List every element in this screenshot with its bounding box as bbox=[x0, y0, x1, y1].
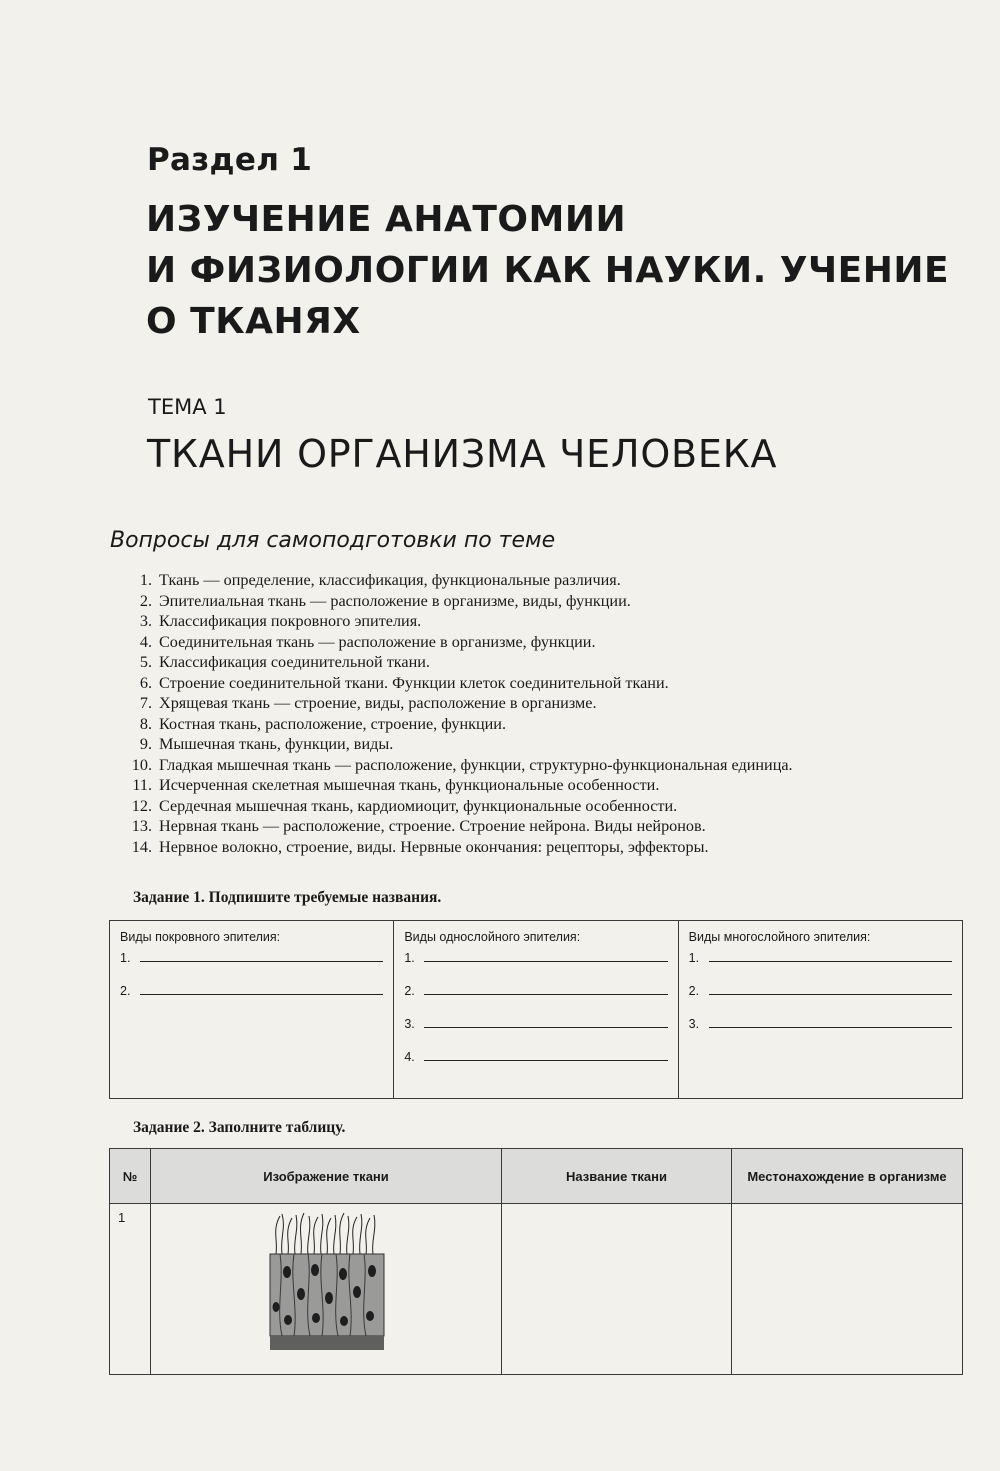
answer-blank[interactable] bbox=[404, 1012, 667, 1031]
blank-number: 1. bbox=[120, 951, 131, 965]
ciliated-epithelium-image bbox=[268, 1212, 386, 1352]
answer-line[interactable] bbox=[140, 993, 383, 995]
question-text: Костная ткань, расположение, строение, функции. bbox=[159, 714, 507, 733]
epithelium-types-table bbox=[109, 920, 963, 1099]
header-tissue-name: Название ткани bbox=[502, 1149, 732, 1204]
epithelium-column bbox=[394, 921, 678, 1099]
question-number: 4. bbox=[139, 632, 152, 651]
tissue-name-cell[interactable] bbox=[502, 1204, 732, 1375]
question-text: Гладкая мышечная ткань — расположение, функции, структурно-функциональная единица. bbox=[159, 755, 793, 774]
column-header: Виды многослойного эпителия: bbox=[688, 930, 871, 944]
blank-number: 2. bbox=[688, 984, 700, 998]
question-text: Нервное волокно, строение, виды. Нервные окончания: рецепторы, эффекторы. bbox=[159, 837, 709, 856]
question-text: Нервная ткань — расположение, строение. Строение нейрона. Виды нейронов. bbox=[159, 817, 706, 835]
question-text: Классификация соединительной ткани. bbox=[159, 653, 430, 671]
epithelium-column bbox=[110, 921, 394, 1099]
answer-line[interactable] bbox=[424, 960, 667, 962]
question-number: 2. bbox=[139, 591, 152, 610]
blank-number: 4. bbox=[404, 1050, 415, 1064]
questions-heading: Вопросы для самоподготовки по теме bbox=[110, 528, 556, 553]
question-number: 14. bbox=[131, 837, 152, 856]
question-item bbox=[120, 570, 970, 591]
question-text: Соединительная ткань — расположение в организме, функции. bbox=[159, 632, 596, 651]
questions-list bbox=[120, 570, 970, 857]
question-item bbox=[120, 591, 970, 612]
answer-blank[interactable] bbox=[120, 979, 383, 998]
answer-blank[interactable] bbox=[404, 1045, 667, 1064]
column-header: Виды покровного эпителия: bbox=[120, 930, 281, 944]
question-item bbox=[120, 816, 970, 837]
question-number: 13. bbox=[131, 817, 152, 835]
column-header: Виды однослойного эпителия: bbox=[404, 930, 581, 944]
section-label: Раздел 1 bbox=[147, 142, 313, 178]
blank-number: 3. bbox=[688, 1017, 700, 1031]
blank-number: 3. bbox=[404, 1017, 415, 1031]
answer-line[interactable] bbox=[709, 1026, 952, 1028]
answer-line[interactable] bbox=[140, 960, 383, 962]
blank-number: 1. bbox=[404, 951, 415, 965]
question-text: Строение соединительной ткани. Функции клеток соединительной ткани. bbox=[159, 673, 669, 692]
question-text: Сердечная мышечная ткань, кардиомиоцит, функциональные особенности. bbox=[159, 796, 678, 815]
answer-blank[interactable] bbox=[689, 946, 952, 965]
header-location: Местонахождение в организме bbox=[732, 1149, 963, 1204]
task1-title: Задание 1. Подпишите требуемые названия. bbox=[133, 889, 442, 906]
location-cell[interactable] bbox=[732, 1204, 963, 1375]
question-item bbox=[120, 714, 970, 735]
question-item bbox=[120, 611, 970, 632]
answer-blank[interactable] bbox=[404, 979, 667, 998]
section-title bbox=[146, 194, 966, 347]
question-item bbox=[120, 755, 970, 776]
question-item bbox=[120, 673, 970, 694]
answer-blank[interactable] bbox=[689, 1012, 952, 1031]
question-item bbox=[120, 693, 970, 714]
question-number: 9. bbox=[139, 735, 152, 753]
question-number: 1. bbox=[139, 571, 152, 589]
answer-blank[interactable] bbox=[120, 946, 383, 965]
question-text: Мышечная ткань, функции, виды. bbox=[159, 735, 394, 753]
task2-title: Задание 2. Заполните таблицу. bbox=[133, 1119, 346, 1136]
question-text: Исчерченная скелетная мышечная ткань, функциональные особенности. bbox=[159, 776, 660, 794]
section-title-line: ИЗУЧЕНИЕ АНАТОМИИ bbox=[146, 199, 627, 240]
answer-blank[interactable] bbox=[404, 946, 667, 965]
header-tissue-image: Изображение ткани bbox=[151, 1149, 502, 1204]
blank-number: 2. bbox=[120, 984, 131, 998]
answer-line[interactable] bbox=[424, 993, 667, 995]
blank-number: 1. bbox=[688, 951, 700, 965]
section-title-line: И ФИЗИОЛОГИИ КАК НАУКИ. УЧЕНИЕ bbox=[146, 250, 950, 291]
question-text: Хрящевая ткань — строение, виды, расположение в организме. bbox=[159, 694, 597, 712]
question-number: 5. bbox=[139, 653, 152, 671]
question-item bbox=[120, 796, 970, 817]
section-title-line: О ТКАНЯХ bbox=[146, 301, 361, 342]
topic-label: ТЕМА 1 bbox=[148, 395, 227, 419]
row-number: 1 bbox=[110, 1204, 151, 1375]
question-item bbox=[120, 632, 970, 653]
question-number: 6. bbox=[139, 673, 152, 692]
answer-line[interactable] bbox=[709, 993, 952, 995]
question-item bbox=[120, 734, 970, 755]
question-number: 11. bbox=[132, 776, 152, 794]
question-number: 12. bbox=[131, 796, 152, 815]
tissue-image-cell bbox=[151, 1204, 502, 1375]
question-number: 10. bbox=[131, 755, 152, 774]
tissue-table bbox=[109, 1148, 963, 1375]
answer-line[interactable] bbox=[709, 960, 952, 962]
answer-line[interactable] bbox=[424, 1026, 667, 1028]
question-item bbox=[120, 652, 970, 673]
question-item bbox=[120, 837, 970, 858]
question-text: Классификация покровного эпителия. bbox=[159, 612, 422, 630]
epithelium-column bbox=[678, 921, 962, 1099]
header-number: № bbox=[110, 1149, 151, 1204]
answer-line[interactable] bbox=[424, 1059, 667, 1061]
question-number: 8. bbox=[139, 714, 152, 733]
question-text: Эпителиальная ткань — расположение в организме, виды, функции. bbox=[159, 591, 631, 610]
question-text: Ткань — определение, классификация, функциональные различия. bbox=[159, 571, 621, 589]
blank-number: 2. bbox=[404, 984, 415, 998]
question-number: 7. bbox=[139, 694, 152, 712]
question-item bbox=[120, 775, 970, 796]
topic-title: ТКАНИ ОРГАНИЗМА ЧЕЛОВЕКА bbox=[147, 432, 778, 476]
question-number: 3. bbox=[139, 612, 152, 630]
answer-blank[interactable] bbox=[689, 979, 952, 998]
